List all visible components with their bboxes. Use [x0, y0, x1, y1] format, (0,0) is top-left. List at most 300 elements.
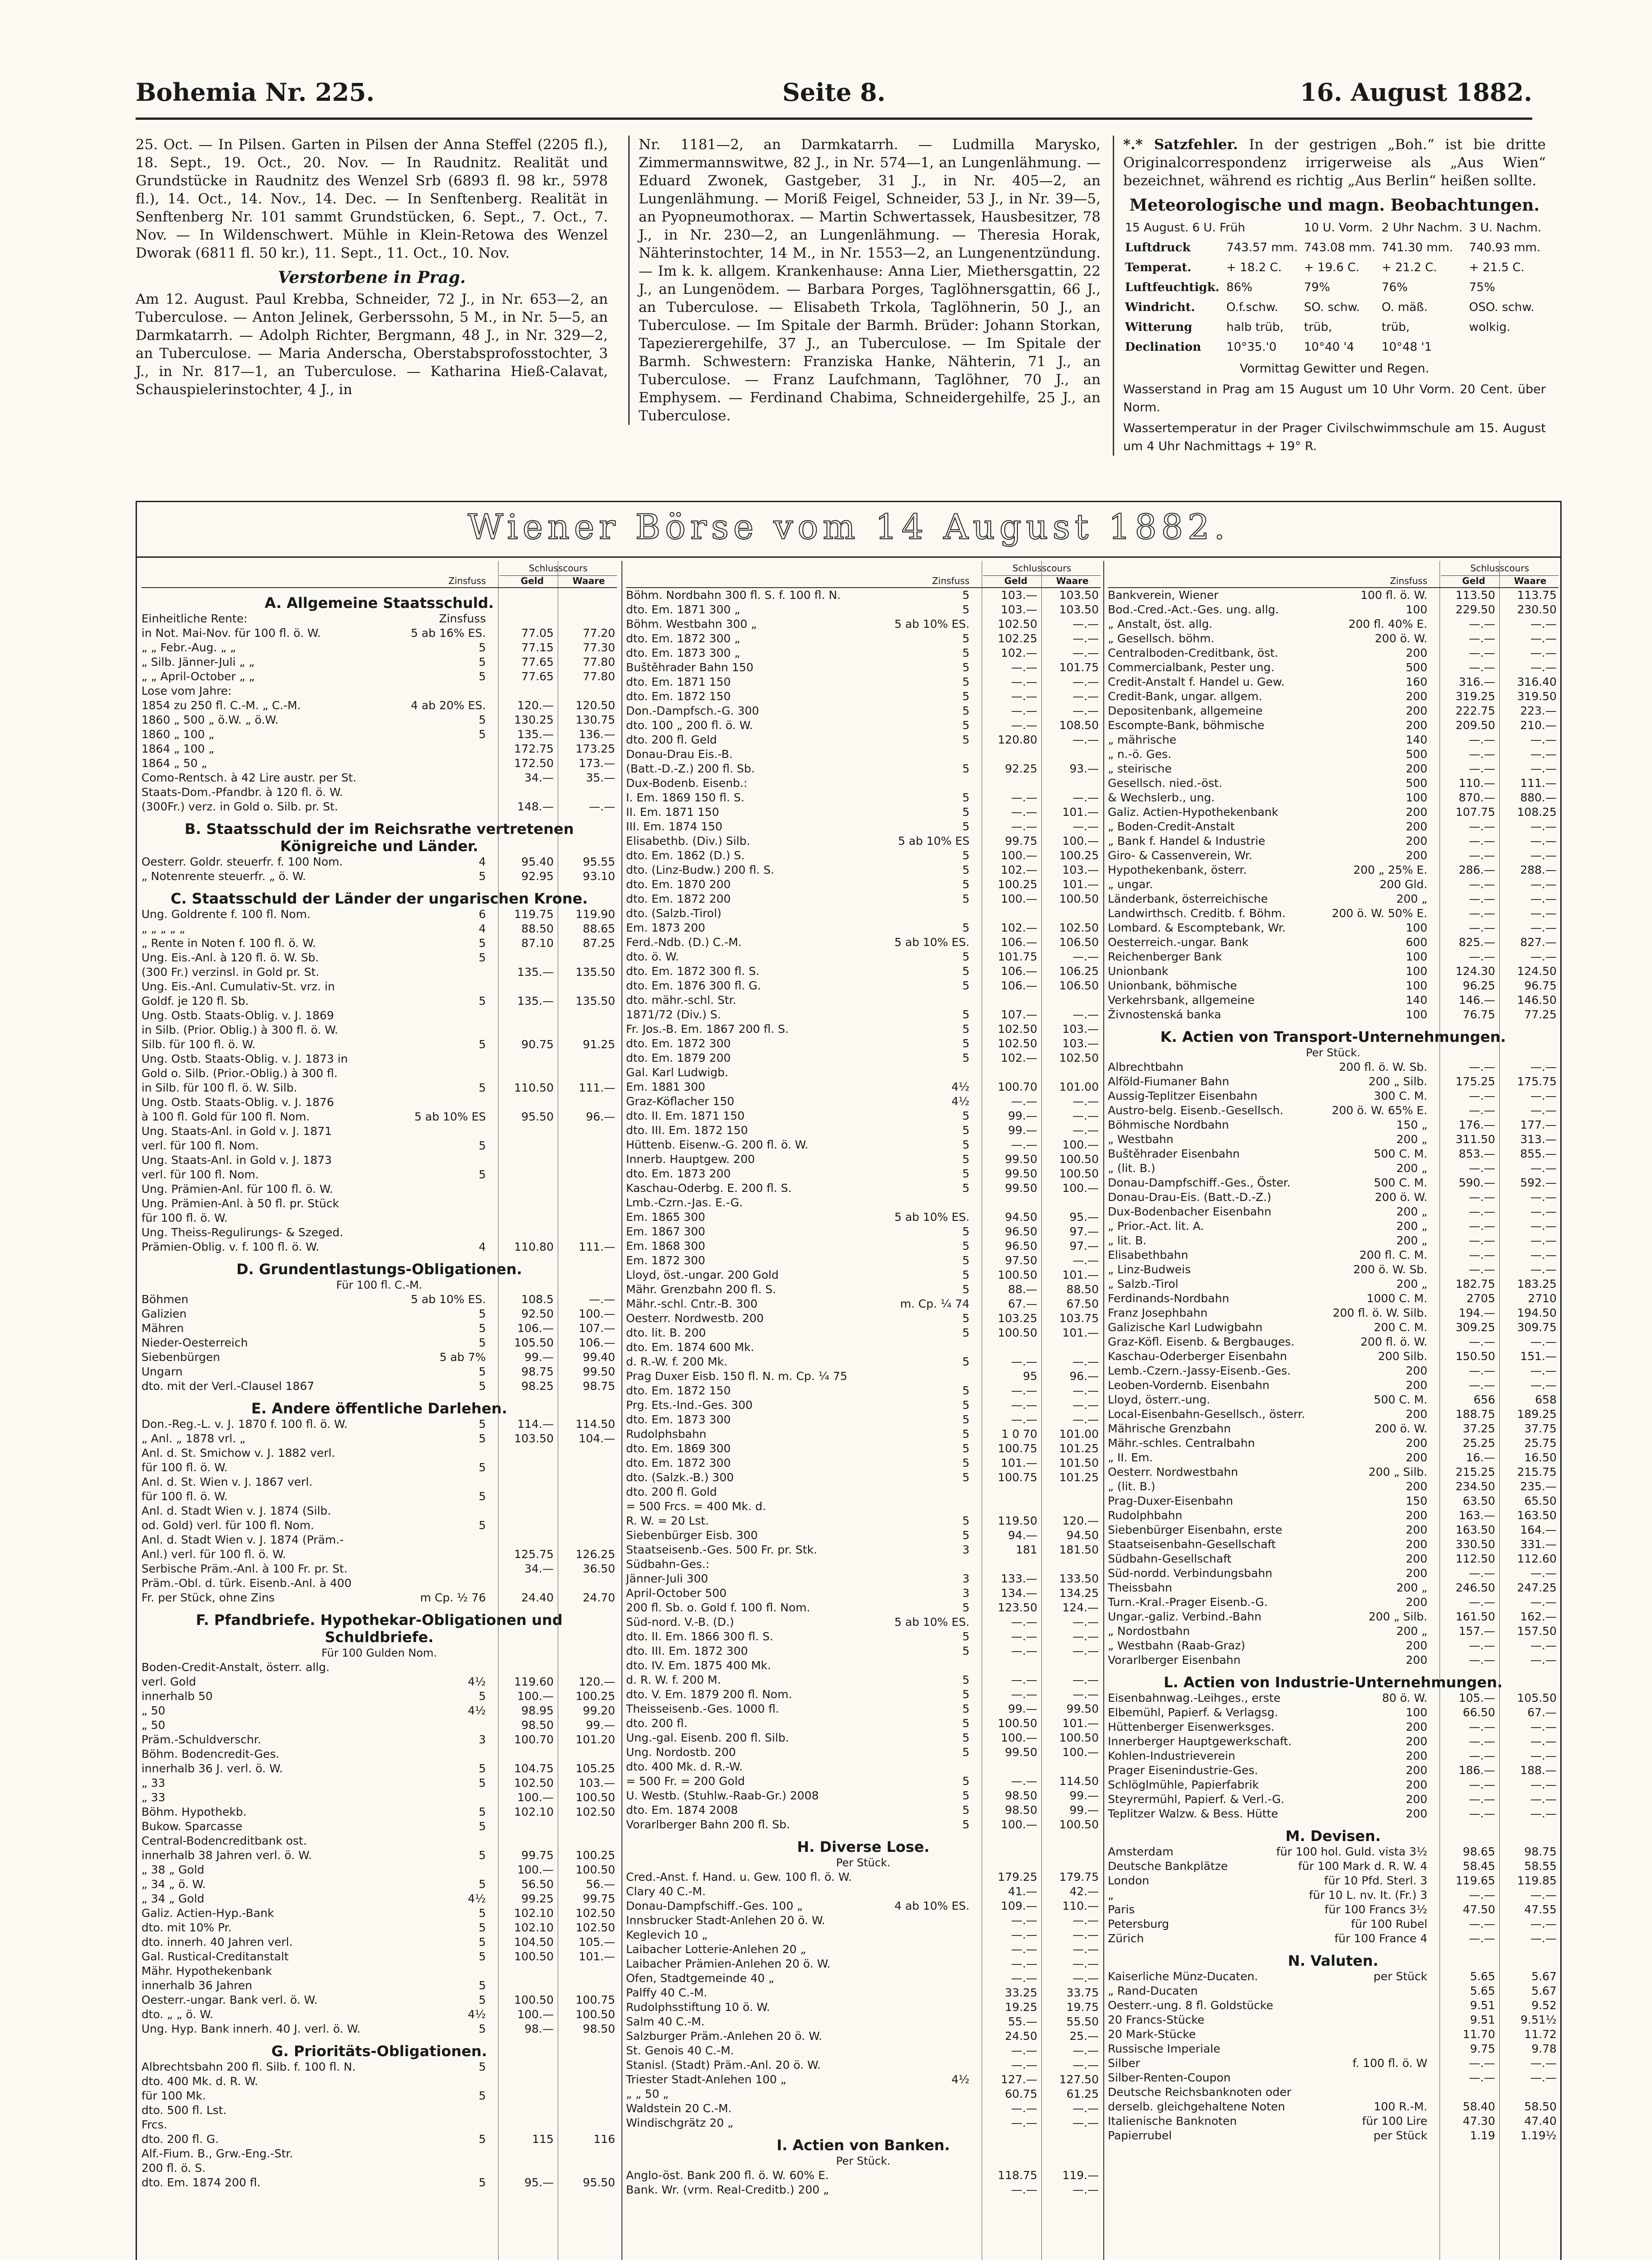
quote-row	[1108, 1103, 1558, 1118]
ask-price: 223.—	[1520, 704, 1557, 717]
quote-row	[626, 1470, 1101, 1485]
interest-rate: 5 ab 10% ES.	[894, 1210, 970, 1224]
bid-price: —.—	[1011, 1775, 1037, 1788]
ask-price: 108.50	[1059, 719, 1099, 732]
interest-rate: für 10 Pfd. Sterl. 3	[1324, 1874, 1427, 1887]
security-name: Donau-Dampfschiff.-Ges., Öster.	[1108, 1176, 1291, 1189]
quote-row	[141, 2175, 617, 2190]
interest-rate: 4 ab 20% ES.	[410, 699, 486, 712]
security-name: Elisabethb. (Div.) Silb.	[626, 834, 750, 848]
quote-row	[1108, 848, 1558, 863]
quote-row	[626, 588, 1101, 603]
security-name: „ 34 „ Gold	[141, 1892, 205, 1905]
interest-rate: 5	[962, 646, 970, 659]
ask-price: 100.50	[1059, 1731, 1099, 1744]
security-name: Mähr. Hypothekenbank	[141, 1964, 272, 1978]
quote-row	[141, 1834, 617, 1848]
interest-rate: 5	[962, 805, 970, 819]
interest-rate: 3	[479, 1733, 486, 1746]
ask-price: 100.—	[1062, 1182, 1099, 1195]
security-name: Ung. Staats-Anl. in Gold v. J. 1873	[141, 1154, 332, 1167]
quote-row	[141, 2060, 617, 2074]
security-name: Galiz. Actien-Hypothekenbank	[1108, 805, 1279, 819]
bid-price: —.—	[1469, 733, 1495, 746]
quote-row	[141, 1489, 617, 1504]
bid-price: 102.10	[514, 1907, 554, 1920]
quote-row	[626, 1138, 1101, 1152]
security-name: „ Westbahn (Raab-Graz)	[1108, 1639, 1246, 1652]
quote-row	[626, 1789, 1101, 1803]
interest-rate: Zinsfuss	[439, 612, 486, 625]
ask-price: 189.25	[1517, 1408, 1557, 1421]
quote-row	[141, 1863, 617, 1877]
quote-row	[626, 1297, 1101, 1311]
interest-rate: 4½	[951, 2073, 970, 2086]
ask-price: 55.50	[1066, 2015, 1099, 2028]
ask-price: 16.50	[1524, 1451, 1557, 1464]
ask-price: —.—	[1530, 661, 1557, 674]
security-name: Depositenbank, allgemeine	[1108, 704, 1263, 717]
bid-price: —.—	[1469, 921, 1495, 934]
quote-row	[626, 1412, 1101, 1427]
bid-price: 181	[1016, 1543, 1037, 1556]
weather-value: + 21.5 C.	[1469, 261, 1525, 274]
security-name: dto. mit 10% Pr.	[141, 1921, 232, 1934]
bid-price: —.—	[1469, 2057, 1495, 2070]
quote-row	[1108, 1508, 1558, 1523]
quote-row	[1108, 2114, 1558, 2128]
interest-rate: 200	[1406, 1807, 1427, 1820]
interest-rate: 5	[479, 1038, 486, 1051]
quote-row	[1108, 1219, 1558, 1234]
interest-rate: 200 „	[1396, 1219, 1427, 1233]
quote-row	[626, 1036, 1101, 1051]
quote-row	[1108, 1845, 1558, 1859]
security-name: Amsterdam	[1108, 1845, 1174, 1858]
ask-price: —.—	[1530, 820, 1557, 833]
interest-rate: 200	[1406, 1379, 1427, 1392]
interest-rate: für 100 hol. Guld. vista 3½	[1276, 1845, 1427, 1858]
interest-rate: 5	[479, 1878, 486, 1891]
ask-price: 99.—	[1069, 1789, 1099, 1802]
security-name: Lmb.-Czrn.-Jas. E.-G.	[626, 1196, 743, 1209]
interest-rate: 5	[962, 1803, 970, 1817]
bid-price: —.—	[1011, 675, 1037, 688]
bid-price: —.—	[1469, 834, 1495, 848]
security-name: Živnostenská banka	[1108, 1008, 1221, 1021]
interest-rate: 5	[962, 1182, 970, 1195]
security-name: innerhalb 38 Jahren verl. ö. W.	[141, 1849, 312, 1862]
bid-price: 194.—	[1459, 1306, 1495, 1319]
interest-rate: 5 ab 10% ES.	[894, 936, 970, 949]
ask-price: 100.50	[1059, 1818, 1099, 1831]
bid-price: 118.75	[998, 2169, 1037, 2182]
quote-row	[626, 1870, 1101, 1884]
security-name: Commercialbank, Pester ung.	[1108, 661, 1275, 674]
bid-price: —.—	[1469, 1720, 1495, 1733]
bid-price: 172.50	[514, 757, 554, 770]
quote-row	[626, 2015, 1101, 2029]
quote-row	[1108, 2042, 1558, 2056]
security-name: Albrechtbahn	[1108, 1060, 1184, 1074]
ask-price: 96.—	[1069, 1370, 1099, 1383]
security-name: „ „ 50 „	[626, 2087, 669, 2100]
ask-price: —.—	[1530, 1191, 1557, 1204]
interest-rate: 200	[1406, 1451, 1427, 1464]
security-name: Local-Eisenbahn-Gesellsch., österr.	[1108, 1408, 1305, 1421]
weather-label: Temperat.	[1125, 261, 1191, 274]
ask-price: 98.75	[583, 1380, 615, 1393]
interest-rate: 4½	[951, 1080, 970, 1093]
bid-price: 114.—	[517, 1417, 554, 1431]
quote-row	[1108, 675, 1558, 689]
ask-price: 99.—	[1069, 1803, 1099, 1817]
interest-rate: 200 „	[1396, 892, 1427, 905]
bid-price: 19.25	[1005, 2001, 1037, 2014]
security-name: April-October 500	[626, 1587, 727, 1600]
interest-rate: 5	[479, 1307, 486, 1320]
interest-rate: 200	[1406, 719, 1427, 732]
security-name: 20 Mark-Stücke	[1108, 2028, 1196, 2041]
quote-row	[141, 1292, 617, 1307]
bid-price: 100.—	[517, 2008, 554, 2021]
quote-row	[1108, 1008, 1558, 1022]
interest-rate: 200 „	[1396, 1234, 1427, 1247]
security-name: Böhm. Bodencredit-Ges.	[141, 1747, 280, 1761]
ask-price: 215.75	[1517, 1465, 1557, 1478]
quote-row	[141, 979, 617, 994]
geld-waare-labels	[499, 574, 617, 588]
ask-price: 106.50	[1059, 936, 1099, 949]
section-title: H. Diverse Lose.	[797, 1838, 930, 1855]
security-name: Salzburger Präm.-Anlehen 20 ö. W.	[626, 2029, 822, 2043]
interest-rate: 200	[1406, 1480, 1427, 1493]
quote-row	[141, 1182, 617, 1196]
security-name: Palffy 40 C.-M.	[626, 1986, 707, 1999]
ask-price: —.—	[1530, 1720, 1557, 1733]
interest-rate: 200	[1406, 1749, 1427, 1762]
quote-row	[626, 1702, 1101, 1716]
bid-price: 188.75	[1455, 1408, 1495, 1421]
market-column-2	[621, 561, 1101, 2260]
quote-row	[626, 704, 1101, 718]
ask-price: —.—	[1530, 2071, 1557, 2084]
security-name: dto. mit der Verl.-Clausel 1867	[141, 1380, 315, 1393]
weather-value: + 21.2 C.	[1381, 261, 1437, 274]
ask-price: 100.—	[1062, 1746, 1099, 1759]
bid-price: 77.65	[521, 655, 554, 669]
weather-value: trüb,	[1304, 320, 1332, 334]
security-name: dto. Em. 1872 300 „	[626, 632, 740, 645]
deaths-heading: Verstorbene in Prag.	[278, 268, 466, 287]
security-name: Rudolphbahn	[1108, 1509, 1182, 1522]
security-name: Ung. Theiss-Regulirungs- & Szeged.	[141, 1226, 344, 1239]
quote-row	[626, 2168, 1101, 2183]
quote-row	[141, 1790, 617, 1805]
geld-label: Geld	[1462, 575, 1486, 586]
bid-price: 853.—	[1459, 1147, 1495, 1160]
quote-row	[1108, 1436, 1558, 1450]
quote-row	[141, 1417, 617, 1431]
bid-price: —.—	[1469, 1089, 1495, 1102]
bid-price: 330.50	[1455, 1538, 1495, 1551]
schlusscours-label: Schlusscours	[983, 561, 1101, 576]
weather-label: Windricht.	[1125, 301, 1195, 314]
quote-row	[141, 612, 617, 626]
quote-row	[141, 1906, 617, 1921]
security-name: Siebenbürger Eisb. 300	[626, 1529, 758, 1542]
interest-rate: 200 „ 25% E.	[1353, 863, 1427, 876]
quote-row	[626, 1239, 1101, 1253]
ask-price: 99.20	[583, 1704, 615, 1717]
security-name: Einheitliche Rente:	[141, 612, 248, 625]
ask-price: 95.50	[583, 2176, 615, 2189]
bid-price: 11.70	[1463, 2028, 1495, 2041]
interest-rate: 200	[1406, 1567, 1427, 1580]
ask-price: 102.50	[575, 1907, 615, 1920]
bid-price: —.—	[1469, 1932, 1495, 1945]
ask-price: —.—	[1530, 834, 1557, 848]
bid-price: 100.70	[998, 1080, 1037, 1093]
bid-price: 24.50	[1005, 2029, 1037, 2043]
interest-rate: 5	[479, 2133, 486, 2146]
quote-row	[141, 2089, 617, 2103]
ask-price: —.—	[1530, 1162, 1557, 1175]
security-name: Unionbank, böhmische	[1108, 979, 1237, 992]
quote-row	[1108, 1720, 1558, 1734]
weather-header-cell: 2 Uhr Nachm.	[1381, 221, 1463, 235]
security-name: Ung. Nordostb. 200	[626, 1746, 736, 1759]
news-column-3	[1113, 136, 1546, 456]
security-name: für 100 fl. ö. W.	[141, 1211, 228, 1224]
ask-price: 100.—	[1062, 1138, 1099, 1151]
interest-rate: 5	[962, 1630, 970, 1643]
interest-rate: 5	[479, 2060, 486, 2073]
ask-price: 111.—	[1520, 777, 1557, 790]
quote-row	[141, 1660, 617, 1675]
interest-rate: 200	[1406, 704, 1427, 717]
interest-rate: 5 ab 16% ES.	[410, 626, 486, 640]
quote-row	[626, 1615, 1101, 1629]
interest-rate: 5	[479, 994, 486, 1008]
security-name: „ Anstalt, öst. allg.	[1108, 617, 1213, 631]
ask-price: —.—	[1530, 1778, 1557, 1791]
security-name: Südbahn-Ges.:	[626, 1558, 710, 1571]
quote-row	[1108, 1378, 1558, 1393]
interest-rate: 5	[479, 1519, 486, 1532]
interest-rate: 5	[962, 863, 970, 876]
weather-value: + 18.2 C.	[1226, 261, 1282, 274]
ask-price: 105.50	[1517, 1691, 1557, 1704]
security-name: dto. Em. 1871 300 „	[626, 603, 740, 616]
ask-price: 25.—	[1069, 2029, 1099, 2043]
quote-row	[626, 1658, 1101, 1673]
quote-row	[141, 1964, 617, 1978]
security-name: „ Prior.-Act. lit. A.	[1108, 1219, 1204, 1233]
security-name: „ „ April-October „ „	[141, 670, 255, 683]
weather-header-row	[1123, 218, 1546, 238]
security-name: Vorarlberger Eisenbahn	[1108, 1653, 1241, 1667]
ask-price: 108.25	[1517, 805, 1557, 819]
ask-price: —.—	[1530, 1379, 1557, 1392]
ask-price: 100.75	[575, 1993, 615, 2006]
bid-price: 99.—	[1008, 1124, 1037, 1137]
interest-rate: 4 ab 10% ES.	[894, 1899, 970, 1912]
quote-row	[626, 1803, 1101, 1817]
interest-rate: 5	[479, 1993, 486, 2006]
bid-price: 120.—	[517, 699, 554, 712]
ask-price: 247.25	[1517, 1581, 1557, 1594]
bid-price: 99.—	[1008, 1109, 1037, 1122]
weather-value: 76%	[1381, 281, 1408, 294]
security-name: „ Bank f. Handel & Industrie	[1108, 834, 1266, 848]
security-name: Buštěhrader Eisenbahn	[1108, 1147, 1240, 1160]
interest-rate: 200 fl. C. M.	[1359, 1248, 1427, 1262]
interest-rate: 200	[1406, 1552, 1427, 1565]
quote-row	[141, 1877, 617, 1892]
quote-row	[1108, 993, 1558, 1008]
quote-row	[626, 1210, 1101, 1224]
bid-price: 311.50	[1455, 1133, 1495, 1146]
bid-price: 95.50	[521, 1110, 554, 1123]
bid-price: 110.50	[514, 1081, 554, 1094]
ask-price: 136.—	[579, 728, 615, 741]
ask-price: 592.—	[1520, 1176, 1557, 1189]
bid-price: 112.50	[1455, 1552, 1495, 1565]
security-name: „ „ Febr.-Aug. „ „	[141, 641, 236, 654]
quote-row	[626, 819, 1101, 834]
security-name: „ (lit. B.)	[1108, 1480, 1156, 1493]
bid-price: —.—	[1011, 1943, 1037, 1956]
quote-row	[1108, 964, 1558, 979]
interest-rate: 5	[962, 1283, 970, 1296]
security-name: (300 Fr.) verzinsl. in Gold pr. St.	[141, 965, 320, 979]
security-name: innerhalb 36 J. verl. ö. W.	[141, 1762, 283, 1775]
interest-rate: 200	[1406, 1764, 1427, 1777]
bid-price: 100.50	[514, 1950, 554, 1963]
weather-label: Luftdruck	[1125, 241, 1191, 254]
security-name: dto. 500 fl. Lst.	[141, 2104, 227, 2117]
ask-price: —.—	[1073, 2116, 1099, 2129]
security-name: Rudolphsbahn	[626, 1427, 706, 1441]
quote-row	[626, 1913, 1101, 1928]
ask-price: 103.75	[1059, 1312, 1099, 1325]
interest-rate: 5	[962, 820, 970, 833]
quote-row	[1108, 1147, 1558, 1161]
quote-row	[1108, 704, 1558, 718]
weather-value: wolkig.	[1469, 320, 1511, 334]
security-name: Ferd.-Ndb. (D.) C.-M.	[626, 936, 742, 949]
ask-price: 188.—	[1520, 1764, 1557, 1777]
security-name: Kaiserliche Münz-Ducaten.	[1108, 1970, 1258, 1983]
interest-rate: 5	[962, 1717, 970, 1730]
bid-price: 98.95	[521, 1704, 554, 1717]
bid-price: —.—	[1011, 690, 1037, 703]
zinsfuss-label: Zinsfuss	[932, 575, 970, 586]
bid-price: —.—	[1469, 1234, 1495, 1247]
security-name: dto. Em. 1876 300 fl. G.	[626, 979, 761, 992]
section-subtitle: Für 100 Gulden Nom.	[321, 1647, 437, 1659]
quote-row	[1108, 892, 1558, 906]
quote-row	[141, 1518, 617, 1533]
interest-rate: 80 ö. W.	[1382, 1691, 1427, 1704]
interest-rate: 200 „ Silb.	[1368, 1465, 1427, 1478]
quote-row	[626, 1109, 1101, 1123]
weather-label: Declination	[1125, 340, 1201, 354]
section-title: N. Valuten.	[1288, 1952, 1379, 1969]
ask-price: 93.—	[1069, 762, 1099, 775]
interest-rate: 500 C. M.	[1374, 1393, 1427, 1406]
security-name: Dux-Bodenb. Eisenb.:	[626, 777, 748, 790]
bid-price: —.—	[1011, 1398, 1037, 1412]
bid-price: 2705	[1466, 1292, 1495, 1305]
bid-price: 656	[1473, 1393, 1495, 1406]
bid-price: 157.—	[1459, 1624, 1495, 1638]
quote-row	[141, 684, 617, 698]
quote-row	[141, 965, 617, 979]
security-name: Rudolphsstiftung 10 ö. W.	[626, 2001, 770, 2014]
quote-row	[626, 1355, 1101, 1369]
section-title: G. Prioritäts-Obligationen.	[271, 2043, 487, 2060]
ask-price: 91.25	[583, 1038, 615, 1051]
quote-row	[141, 1110, 617, 1124]
interest-rate: 5	[479, 2089, 486, 2102]
security-name: Prämien-Oblig. v. f. 100 fl. ö. W.	[141, 1240, 320, 1253]
interest-rate: 140	[1406, 733, 1427, 746]
security-name: „ 50	[141, 1719, 165, 1732]
security-name: Staats-Dom.-Pfandbr. à 120 fl. ö. W.	[141, 786, 343, 799]
water-temperature-note: Wassertemperatur in der Prager Civilschwimmschule am 15. August um 4 Uhr Nachmittags + 19° R.	[1123, 421, 1546, 453]
bid-price: 77.15	[521, 641, 554, 654]
security-name: Anl. d. Stadt Wien v. J. 1874 (Präm.-	[141, 1533, 344, 1546]
bid-price: 96.50	[1005, 1225, 1037, 1238]
security-name: „ 34 „ ö. W.	[141, 1878, 206, 1891]
ask-price: 101.—	[1062, 1268, 1099, 1281]
bid-price: 108.5	[521, 1293, 554, 1306]
security-name: Gal. Rustical-Creditanstalt	[141, 1950, 289, 1963]
ask-price: 99.40	[583, 1351, 615, 1364]
interest-rate: 200 „ Silb.	[1368, 1610, 1427, 1623]
interest-rate: 200	[1406, 1793, 1427, 1806]
interest-rate: 5	[962, 1312, 970, 1325]
deaths-text: Am 12. August. Paul Krebba, Schneider, 72 J., in Nr. 653—2, an Tuberculose. — Anton Jelinek, Gerberssohn, 5 M., in Nr. 5—5, an Darmkatarrh. — Adolph Richter, Bergmann, 48 J., in Nr. 329—2, an Tuberculose. — Maria Anderscha, Oberstabsprofosstochter, 3 J., in Nr. 817—1, an Tuberculose. — Katharina Hieß-Calavat, Schauspielerinstochter, 4 J., in	[136, 291, 608, 398]
quote-row	[1108, 906, 1558, 921]
interest-rate: für 100 Rubel	[1351, 1917, 1427, 1930]
security-name: Landwirthsch. Creditb. f. Böhm.	[1108, 907, 1286, 920]
bid-price: —.—	[1469, 1888, 1495, 1902]
bid-price: —.—	[1011, 1972, 1037, 1985]
ask-price: 100.50	[1059, 1153, 1099, 1166]
interest-rate: 5	[962, 791, 970, 804]
bid-price: 34.—	[524, 771, 554, 784]
security-name: Dux-Bodenbacher Eisenbahn	[1108, 1205, 1271, 1218]
security-name: Zürich	[1108, 1932, 1144, 1945]
security-name: dto. Em. 1871 150	[626, 675, 731, 688]
ask-price: 61.25	[1066, 2087, 1099, 2100]
bid-price: —.—	[1469, 1248, 1495, 1262]
ask-price: —.—	[1073, 704, 1099, 717]
security-name: Ung. Prämien-Anl. für 100 fl. ö. W.	[141, 1182, 333, 1196]
security-name: Cred.-Anst. f. Hand. u. Gew. 100 fl. ö. W.	[626, 1870, 852, 1883]
weather-row	[1123, 317, 1546, 337]
interest-rate: 5	[479, 1979, 486, 1992]
ask-price: —.—	[1530, 1735, 1557, 1748]
bid-price: —.—	[1011, 1355, 1037, 1368]
bid-price: 119.65	[1455, 1874, 1495, 1887]
column-header	[141, 561, 617, 588]
security-name: d. R.-W. f. 200 Mk.	[626, 1355, 728, 1368]
security-name: Leoben-Vordernb. Eisenbahn	[1108, 1379, 1270, 1392]
